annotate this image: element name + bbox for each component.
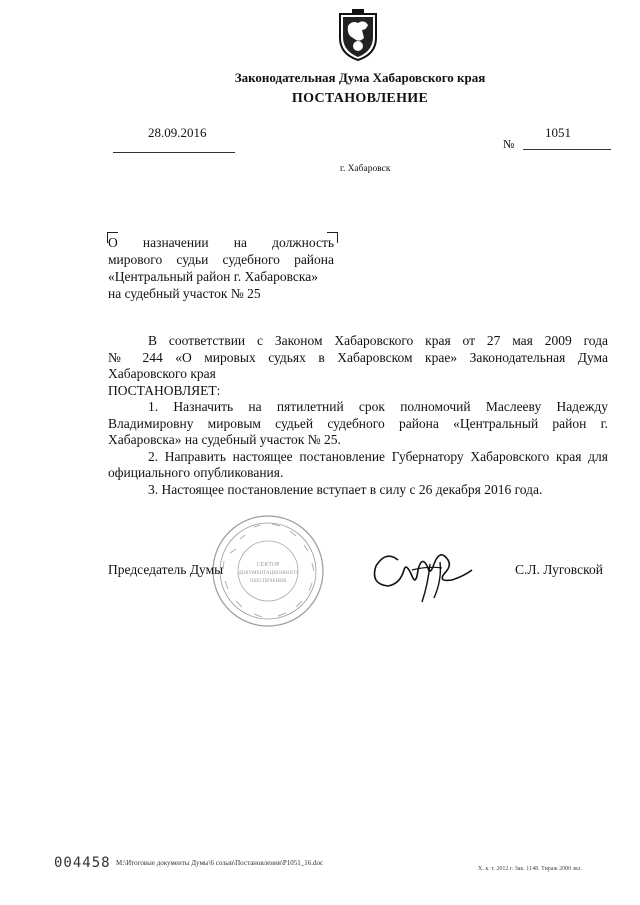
subject-line: О назначении на должность (108, 235, 334, 250)
preamble-line: Хабаровского края (108, 366, 216, 381)
number-underline (523, 149, 611, 150)
city: г. Хабаровск (340, 164, 391, 174)
document-date: 28.09.2016 (148, 125, 207, 140)
coat-of-arms-icon (336, 8, 380, 62)
organization-name: Законодательная Дума Хабаровского края (234, 70, 486, 85)
resolution-item-1: 1. Назначить на пятилетний срок полномочий Маслееву Надежду Владимировну мировым судьей судебного района «Центральный район г. Хабаровска» на судебный участок № 25. (108, 399, 608, 447)
resolution-item-2: 2. Направить настоящее постановление Губернатору Хабаровского края для официального опубликования. (108, 448, 608, 480)
stamp-text: СЕКТОР (256, 562, 280, 568)
subject-block (108, 234, 334, 302)
number-sign: № (503, 137, 515, 151)
resolution-item-3: 3. Настоящее постановление вступает в силу с 26 декабря 2016 года. (148, 481, 543, 497)
resolves-heading: ПОСТАНОВЛЯЕТ: (108, 382, 221, 398)
document-type: ПОСТАНОВЛЕНИЕ (291, 91, 429, 106)
signatory-name: С.Л. Луговской (515, 562, 603, 577)
date-underline (113, 152, 235, 153)
handwritten-signature-icon (368, 540, 478, 610)
document-number: 1051 (545, 125, 571, 140)
print-info: Х. к. т. 2012 г. Зак. 1148. Тираж 2000 экз. (478, 866, 582, 872)
subject-line: на судебный участок № 25 (108, 286, 261, 301)
preamble-line: № 244 «О мировых судьях в Хабаровском крае» Законодательная Дума (108, 349, 608, 365)
svg-text:ОБЕСПЕЧЕНИЯ: ОБЕСПЕЧЕНИЯ (249, 579, 287, 584)
subject-line: «Центральный район г. Хабаровска» (108, 269, 318, 284)
signatory-position: Председатель Думы (108, 562, 224, 577)
document-body (108, 333, 608, 498)
subject-line: мирового судьи судебного района (108, 252, 334, 267)
svg-text:ДОКУМЕНТАЦИОННОГО: ДОКУМЕНТАЦИОННОГО (238, 571, 298, 576)
round-seal-icon (210, 513, 326, 629)
preamble-line: В соответствии с Законом Хабаровского края от 27 мая 2009 года (148, 333, 608, 348)
file-path: M:\Итоговые документы Думы\6 созыв\Постановления\P1051_16.doc (116, 859, 324, 867)
registration-number: 004458 (54, 855, 111, 871)
